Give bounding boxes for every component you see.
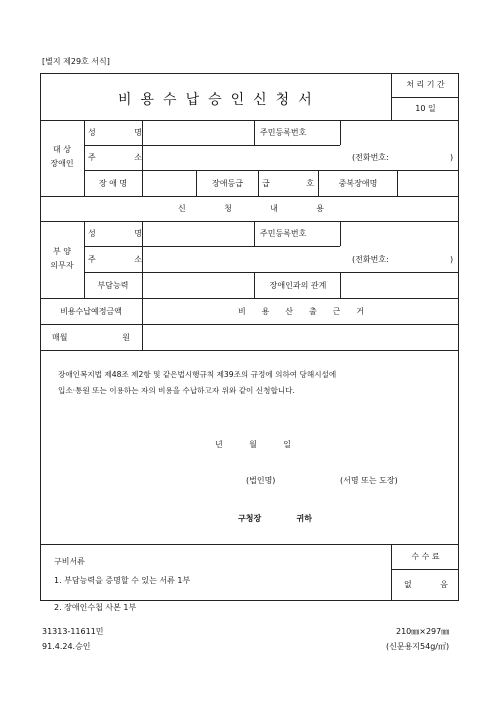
col-line [142,221,143,298]
target-name-label: 성 명 [88,128,142,137]
addressee: 구청장 귀하 [238,514,312,523]
declaration-line-1: 장애인복지법 제48조 제2항 및 같은법시행규칙 제39조의 규정에 의하여 당해시설에 [58,370,337,379]
supporter-name-label: 성 명 [88,229,142,238]
declaration-line-2: 입소·통원 또는 이용하는 자의 비용을 수납하고자 위와 같이 신청합니다. [58,386,295,395]
page-title: 비용수납승인신청서 [118,92,321,108]
processing-period-value: 10 일 [415,104,436,113]
amount-label: 비용수납예정금액 [60,307,122,316]
target-address-label: 주 소 [88,153,142,162]
supporter-address-label: 주 소 [88,255,142,264]
target-grade-label: 장애등급 [212,179,243,188]
target-rrn-label: 주민등록번호 [260,128,307,137]
target-phone-label: (전화번호: [352,153,389,162]
col-line [142,298,143,350]
form-code: 31313-11611민 [42,627,104,636]
col-line [254,221,255,246]
monthly-amount-label: 매월 원 [52,333,130,342]
required-doc-item: 1. 부담능력을 증명할 수 있는 서류 1부 [54,576,191,585]
col-line [340,272,341,298]
supporter-relation-label: 장애인과의 관계 [269,281,327,290]
row-line [40,350,459,351]
target-phone-close: ) [450,153,454,162]
row-line [84,272,459,273]
fee-label: 수 수 료 [411,552,440,561]
col-line [397,170,398,196]
request-content-header: 신 청 내 용 [178,204,324,213]
cost-basis-label: 비 용 산 출 근 거 [238,307,364,316]
signature-label: (서명 또는 도장) [340,476,398,485]
supporter-phone-close: ) [450,255,454,264]
col-line [254,272,255,298]
corporation-name-label: (법인명) [246,476,276,485]
row-line [84,246,340,247]
row-line [84,170,459,171]
row-line [40,221,459,222]
col-line [84,221,85,298]
col-line [258,170,259,196]
supporter-rrn-label: 주민등록번호 [260,229,307,238]
approval-date: 91.4.24.승인 [42,642,91,651]
row-line [84,145,340,146]
fee-value: 없 음 [404,580,448,589]
required-doc-item: 2. 장애인수첩 사본 1부 [54,603,137,612]
row-line [40,324,459,325]
form-number-label: [별지 제29호 서식] [42,57,110,66]
col-line [340,120,341,145]
row-line [40,544,459,545]
required-docs-title: 구비서류 [54,557,85,566]
col-line [142,120,143,196]
row-line [40,196,459,197]
target-disability-label: 장 애 명 [98,179,128,188]
row-line [40,298,459,299]
paper-size: 210㎜×297㎜ [396,627,450,636]
date-line: 년 월 일 [215,440,291,449]
fee-divider [391,569,459,570]
target-multi-disability-label: 중복장애명 [338,179,378,188]
row-line [40,120,459,121]
col-line [340,221,341,246]
supporter-phone-label: (전화번호: [352,255,389,264]
col-line [84,120,85,196]
col-line [254,120,255,145]
supporter-section-label: 부 양 의무자 [50,247,74,270]
target-grade-value-label: 급 호 [262,179,314,188]
processing-period-label: 처 리 기 간 [406,80,445,89]
supporter-ability-label: 부담능력 [97,281,129,290]
target-section-label: 대 상 장애인 [50,145,74,168]
paper-type: (신문용지54g/㎡) [386,642,450,651]
processing-divider [391,97,459,98]
